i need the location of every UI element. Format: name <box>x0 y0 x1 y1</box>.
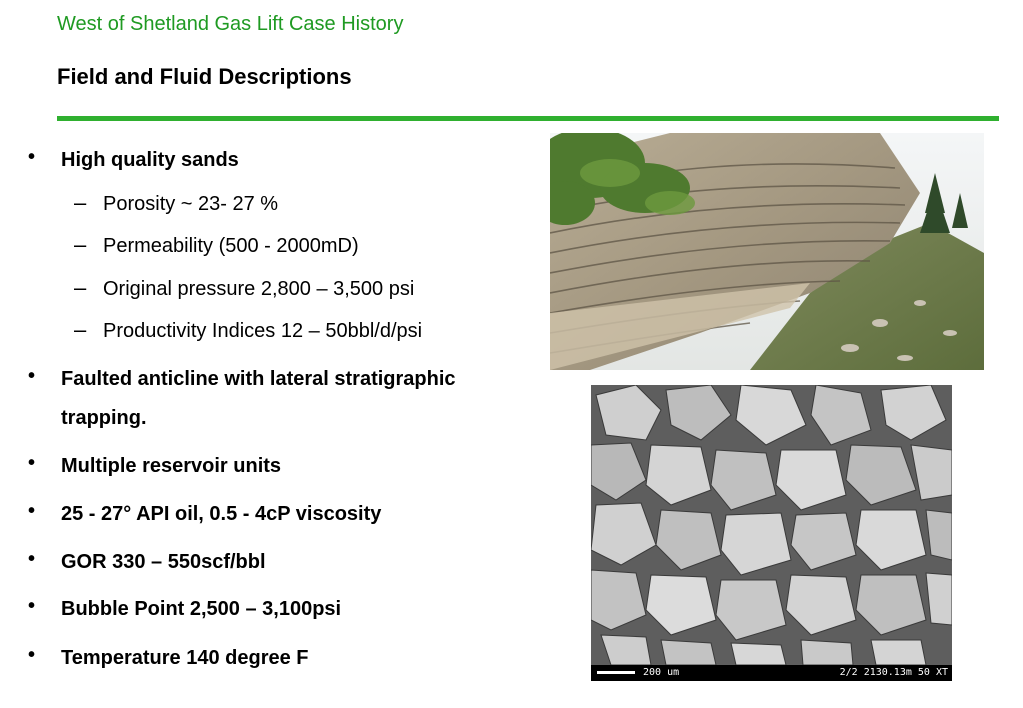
bullet-dot: • <box>28 452 36 474</box>
bullet-sands: High quality sands <box>61 149 239 171</box>
bullet-dot: • <box>28 644 36 666</box>
bullet-gor: GOR 330 – 550scf/bbl <box>61 551 266 573</box>
bullet-api-oil: 25 - 27° API oil, 0.5 - 4cP viscosity <box>61 503 382 525</box>
bullet-dot: • <box>28 500 36 522</box>
sub-bullet-permeability: Permeability (500 - 2000mD) <box>103 235 359 257</box>
sem-micrograph <box>591 385 952 681</box>
title-divider <box>57 116 999 121</box>
bullet-anticline-line2: trapping. <box>61 407 147 429</box>
sub-bullet-dash: – <box>74 275 87 300</box>
bullet-bubble-point: Bubble Point 2,500 – 3,100psi <box>61 598 342 620</box>
bullet-anticline-line1: Faulted anticline with lateral stratigraphic <box>61 368 456 390</box>
sub-bullet-dash: – <box>74 190 87 215</box>
bullet-dot: • <box>28 595 36 617</box>
sub-bullet-dash: – <box>74 232 87 257</box>
sem-info-bar <box>591 665 952 681</box>
bullet-dot: • <box>28 365 36 387</box>
bullet-dot: • <box>28 548 36 570</box>
sub-bullet-dash: – <box>74 317 87 342</box>
presentation-subtitle: West of Shetland Gas Lift Case History <box>57 13 404 35</box>
scale-bar <box>597 671 635 674</box>
slide-title: Field and Fluid Descriptions <box>57 64 352 89</box>
bullet-reservoir-units: Multiple reservoir units <box>61 455 282 477</box>
bullet-temperature: Temperature 140 degree F <box>61 647 309 669</box>
sub-bullet-productivity: Productivity Indices 12 – 50bbl/d/psi <box>103 320 423 342</box>
sub-bullet-pressure: Original pressure 2,800 – 3,500 psi <box>103 278 415 300</box>
sub-bullet-porosity: Porosity ~ 23- 27 % <box>103 193 279 215</box>
outcrop-photo <box>550 133 984 370</box>
bullet-dot: • <box>28 146 36 168</box>
scale-label: 200 um <box>643 667 680 678</box>
sem-metadata: 2/2 2130.13m 50 XT <box>839 667 948 678</box>
